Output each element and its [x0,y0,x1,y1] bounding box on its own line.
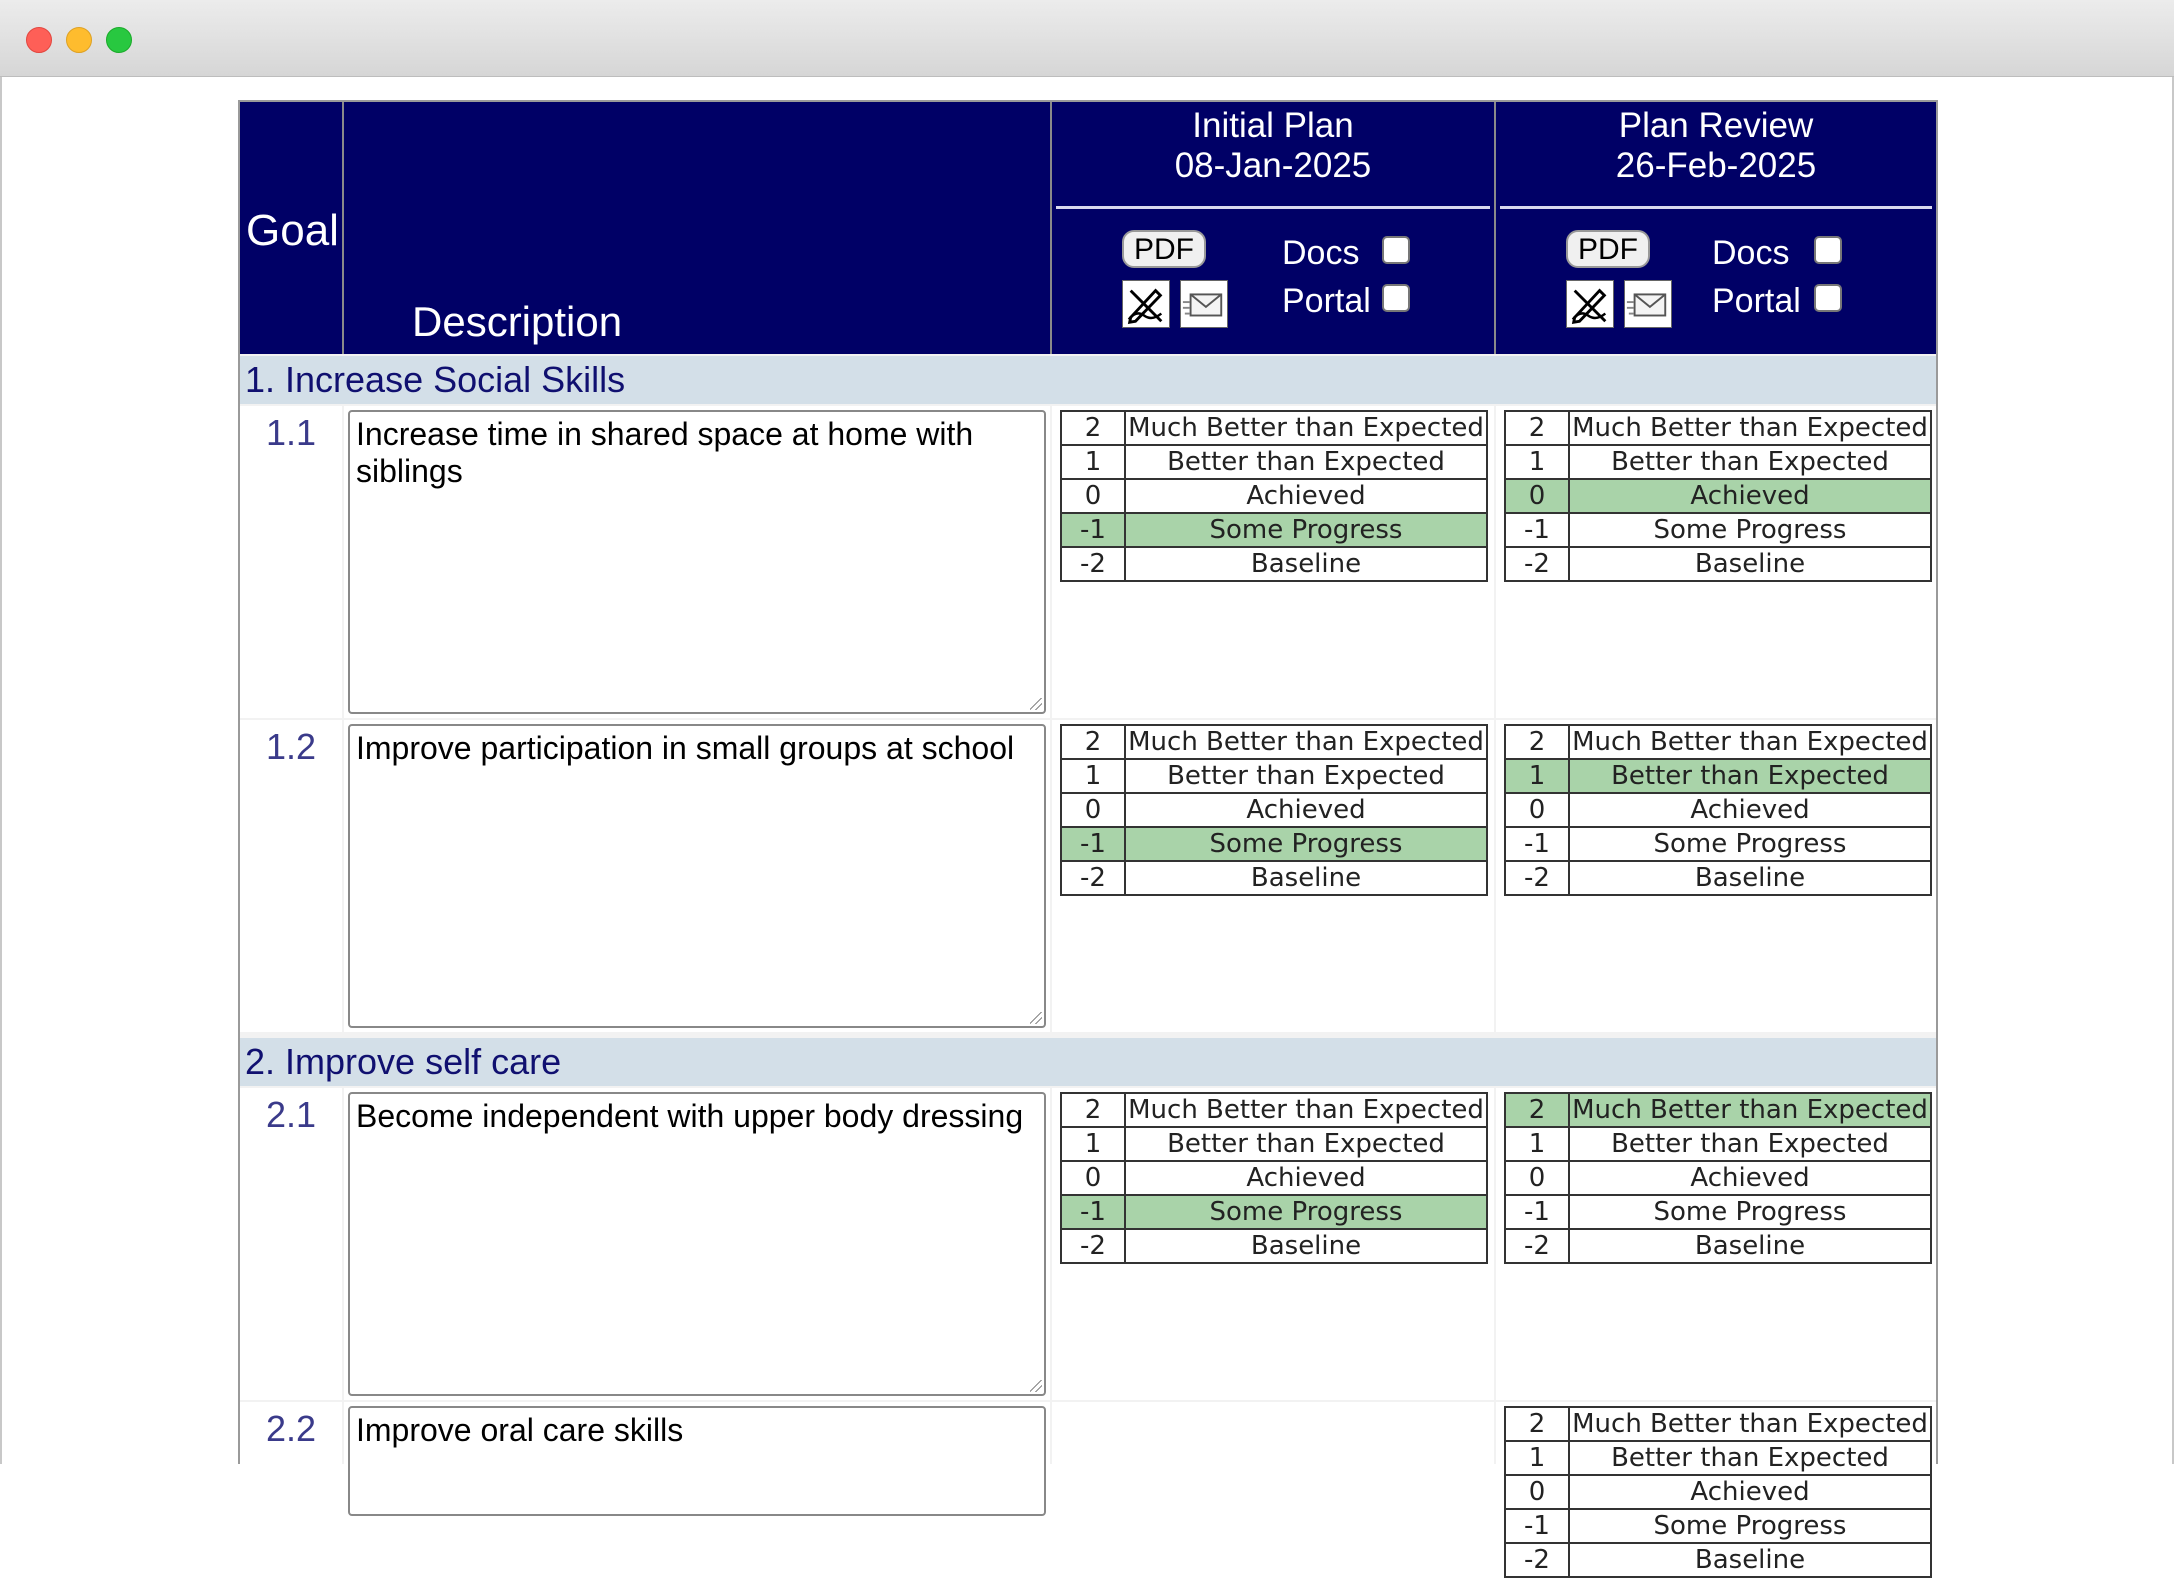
scale-option-row[interactable] [1505,547,1931,581]
sign-pen-icon[interactable] [1566,280,1614,328]
scale-label[interactable]: Baseline [1125,861,1487,895]
scale-label[interactable]: Some Progress [1569,513,1931,547]
goal-section-header: 2. Improve self care [240,1038,1936,1086]
initial-plan-name: Initial Plan [1192,106,1354,145]
goal-description-text: Improve participation in small groups at school [356,730,1015,766]
scale-label[interactable]: Much Better than Expected [1125,725,1487,759]
email-envelope-icon[interactable] [1180,280,1228,328]
scale-option-row[interactable] [1061,411,1487,445]
goal-description-textarea[interactable] [348,410,1046,714]
scale-label[interactable]: Better than Expected [1125,1127,1487,1161]
scale-option-row[interactable] [1061,1093,1487,1127]
scale-score[interactable]: 1 [1505,445,1569,479]
scale-score[interactable]: 1 [1505,759,1569,793]
scale-score[interactable]: 2 [1505,1407,1569,1441]
scale-option-row[interactable] [1061,759,1487,793]
scale-option-row[interactable] [1505,513,1931,547]
goal-description-textarea[interactable] [348,724,1046,1028]
review-portal-label: Portal [1712,282,1801,320]
scale-label[interactable]: Much Better than Expected [1569,1407,1931,1441]
scale-label[interactable]: Baseline [1569,1229,1931,1263]
scale-option-row[interactable] [1061,861,1487,895]
scale-score[interactable]: -2 [1505,1229,1569,1263]
scale-score[interactable]: -2 [1505,547,1569,581]
review-docs-checkbox[interactable] [1814,236,1842,264]
goals-table [238,100,1938,1575]
initial-docs-label: Docs [1282,234,1360,272]
scale-score[interactable]: -1 [1061,827,1125,861]
zoom-window-button[interactable] [106,27,132,53]
plan-review-scale-cell [1496,720,1936,1032]
scale-score[interactable]: 0 [1061,479,1125,513]
goal-number: 1.2 [240,720,342,1032]
scale-option-row[interactable] [1061,445,1487,479]
description-cell [344,1402,1050,1522]
scale-option-row[interactable] [1061,1127,1487,1161]
scale-score[interactable]: -2 [1505,861,1569,895]
goal-column-header [240,102,344,354]
review-scale-table [1504,724,1932,896]
goal-description-text: Improve oral care skills [356,1412,684,1448]
review-scale-table [1504,1092,1932,1264]
header-divider [1056,206,1490,209]
review-portal-checkbox[interactable] [1814,284,1842,312]
scale-option-row[interactable] [1061,725,1487,759]
description-cell [344,406,1050,718]
scale-score[interactable]: -2 [1061,861,1125,895]
scale-score[interactable]: 2 [1505,411,1569,445]
scale-label[interactable]: Achieved [1125,479,1487,513]
scale-label[interactable]: Better than Expected [1125,445,1487,479]
scale-score[interactable]: 2 [1505,1093,1569,1127]
scale-option-row[interactable] [1061,1195,1487,1229]
scale-label[interactable]: Achieved [1569,479,1931,513]
scale-label[interactable]: Achieved [1125,793,1487,827]
scale-score[interactable]: -1 [1061,1195,1125,1229]
scale-label[interactable]: Some Progress [1125,827,1487,861]
initial-plan-date: 08-Jan-2025 [1174,146,1372,185]
scale-option-row[interactable] [1061,827,1487,861]
scale-score[interactable]: 0 [1061,1161,1125,1195]
scale-option-row[interactable] [1505,759,1931,793]
scale-label[interactable]: Baseline [1125,547,1487,581]
scale-option-row[interactable] [1505,445,1931,479]
scale-option-row[interactable] [1061,513,1487,547]
resize-grip-icon[interactable] [1030,698,1042,710]
scale-option-row[interactable] [1505,479,1931,513]
plan-review-scale-cell [1496,1402,1936,1575]
scale-option-row[interactable] [1505,1475,1931,1509]
scale-label[interactable]: Baseline [1569,1543,1931,1577]
scale-option-row[interactable] [1505,1229,1931,1263]
scale-score[interactable]: 2 [1061,411,1125,445]
scale-label[interactable]: Much Better than Expected [1569,725,1931,759]
goal-description-text: Increase time in shared space at home with siblings [356,416,974,489]
initial-plan-pdf-button[interactable]: PDF [1122,230,1206,268]
description-cell [344,1088,1050,1400]
close-window-button[interactable] [26,27,52,53]
description-header-label: Description [412,298,623,345]
scale-label[interactable]: Better than Expected [1569,1127,1931,1161]
minimize-window-button[interactable] [66,27,92,53]
initial-plan-scale-cell [1052,1402,1494,1522]
scale-score[interactable]: 2 [1061,725,1125,759]
initial-scale-table [1060,410,1488,582]
scale-option-row[interactable] [1505,793,1931,827]
review-docs-label: Docs [1712,234,1790,272]
description-cell [344,720,1050,1032]
scale-label[interactable]: Some Progress [1569,1509,1931,1543]
window-titlebar [0,0,2174,77]
scale-option-row[interactable] [1061,547,1487,581]
scale-score[interactable]: -1 [1505,513,1569,547]
goal-row [240,406,1936,718]
initial-plan-scale-cell [1052,720,1494,1032]
goal-description-textarea[interactable] [348,1092,1046,1396]
scale-score[interactable]: 0 [1505,479,1569,513]
initial-portal-checkbox[interactable] [1382,284,1410,312]
scale-label[interactable]: Baseline [1569,547,1931,581]
scale-option-row[interactable] [1505,1127,1931,1161]
scale-label[interactable]: Much Better than Expected [1569,1093,1931,1127]
header-divider [1500,206,1932,209]
scale-label[interactable]: Achieved [1125,1161,1487,1195]
scale-option-row[interactable] [1505,1543,1931,1577]
goal-section-header: 1. Increase Social Skills [240,356,1936,404]
scale-label[interactable]: Better than Expected [1125,759,1487,793]
scale-option-row[interactable] [1061,1229,1487,1263]
plan-review-scale-cell [1496,406,1936,718]
scale-label[interactable]: Much Better than Expected [1125,411,1487,445]
scale-label[interactable]: Some Progress [1125,1195,1487,1229]
scale-option-row[interactable] [1505,861,1931,895]
scale-score[interactable]: 1 [1061,1127,1125,1161]
initial-plan-title [1052,106,1494,186]
table-header [240,102,1936,354]
goal-description-text: Become independent with upper body dressing [356,1098,1024,1134]
scale-score[interactable]: 1 [1505,1441,1569,1475]
scale-score[interactable]: 0 [1505,1475,1569,1509]
scale-label[interactable]: Some Progress [1569,1195,1931,1229]
initial-plan-scale-cell [1052,406,1494,718]
goal-row [240,1402,1936,1575]
scale-score[interactable]: -2 [1505,1543,1569,1577]
scale-label[interactable]: Achieved [1569,1475,1931,1509]
scale-label[interactable]: Better than Expected [1569,445,1931,479]
goal-row [240,1088,1936,1400]
scale-option-row[interactable] [1505,411,1931,445]
plan-review-column-header [1496,102,1936,354]
scale-score[interactable]: -2 [1061,1229,1125,1263]
description-column-header [344,102,1052,354]
goal-number: 2.1 [240,1088,342,1400]
goal-header-label: Goal [246,206,339,255]
scale-option-row[interactable] [1505,1509,1931,1543]
scale-option-row[interactable] [1505,1441,1931,1475]
scale-option-row[interactable] [1505,827,1931,861]
scale-option-row[interactable] [1061,1161,1487,1195]
review-scale-table [1504,1406,1932,1578]
scale-score[interactable]: 0 [1505,1161,1569,1195]
scale-option-row[interactable] [1505,1195,1931,1229]
sign-pen-icon[interactable] [1122,280,1170,328]
scale-label[interactable]: Some Progress [1569,827,1931,861]
scale-score[interactable]: 0 [1061,793,1125,827]
scale-score[interactable]: -1 [1505,827,1569,861]
scale-score[interactable]: -1 [1061,513,1125,547]
scale-score[interactable]: -1 [1505,1509,1569,1543]
goal-number: 2.2 [240,1402,342,1522]
plan-review-title [1496,106,1936,186]
scale-label[interactable]: Better than Expected [1569,1441,1931,1475]
scale-option-row[interactable] [1505,1161,1931,1195]
initial-portal-label: Portal [1282,282,1371,320]
initial-scale-table [1060,724,1488,896]
scale-label[interactable]: Much Better than Expected [1569,411,1931,445]
initial-plan-column-header [1052,102,1496,354]
scale-score[interactable]: 2 [1061,1093,1125,1127]
plan-review-scale-cell [1496,1088,1936,1400]
initial-scale-table [1060,1092,1488,1264]
scale-score[interactable]: 1 [1505,1127,1569,1161]
initial-plan-scale-cell [1052,1088,1494,1400]
scale-option-row[interactable] [1505,725,1931,759]
plan-review-pdf-button[interactable]: PDF [1566,230,1650,268]
scale-label[interactable]: Better than Expected [1569,759,1931,793]
plan-review-name: Plan Review [1618,106,1814,145]
scale-label[interactable]: Achieved [1569,1161,1931,1195]
scale-label[interactable]: Some Progress [1125,513,1487,547]
scale-score[interactable]: 0 [1505,793,1569,827]
scale-label[interactable]: Baseline [1125,1229,1487,1263]
scale-label[interactable]: Achieved [1569,793,1931,827]
goal-description-textarea[interactable] [348,1406,1046,1516]
email-envelope-icon[interactable] [1624,280,1672,328]
plan-review-date: 26-Feb-2025 [1615,146,1817,185]
scale-score[interactable]: -1 [1505,1195,1569,1229]
scale-option-row[interactable] [1061,479,1487,513]
initial-docs-checkbox[interactable] [1382,236,1410,264]
scale-score[interactable]: 2 [1505,725,1569,759]
scale-option-row[interactable] [1061,793,1487,827]
scale-label[interactable]: Baseline [1569,861,1931,895]
review-scale-table [1504,410,1932,582]
resize-grip-icon[interactable] [1030,1380,1042,1392]
resize-grip-icon[interactable] [1030,1012,1042,1024]
goal-number: 1.1 [240,406,342,718]
scale-label[interactable]: Much Better than Expected [1125,1093,1487,1127]
scale-score[interactable]: 1 [1061,445,1125,479]
window-border [0,77,2,1464]
scale-score[interactable]: 1 [1061,759,1125,793]
scale-option-row[interactable] [1505,1407,1931,1441]
scale-option-row[interactable] [1505,1093,1931,1127]
goal-row [240,720,1936,1032]
scale-score[interactable]: -2 [1061,547,1125,581]
